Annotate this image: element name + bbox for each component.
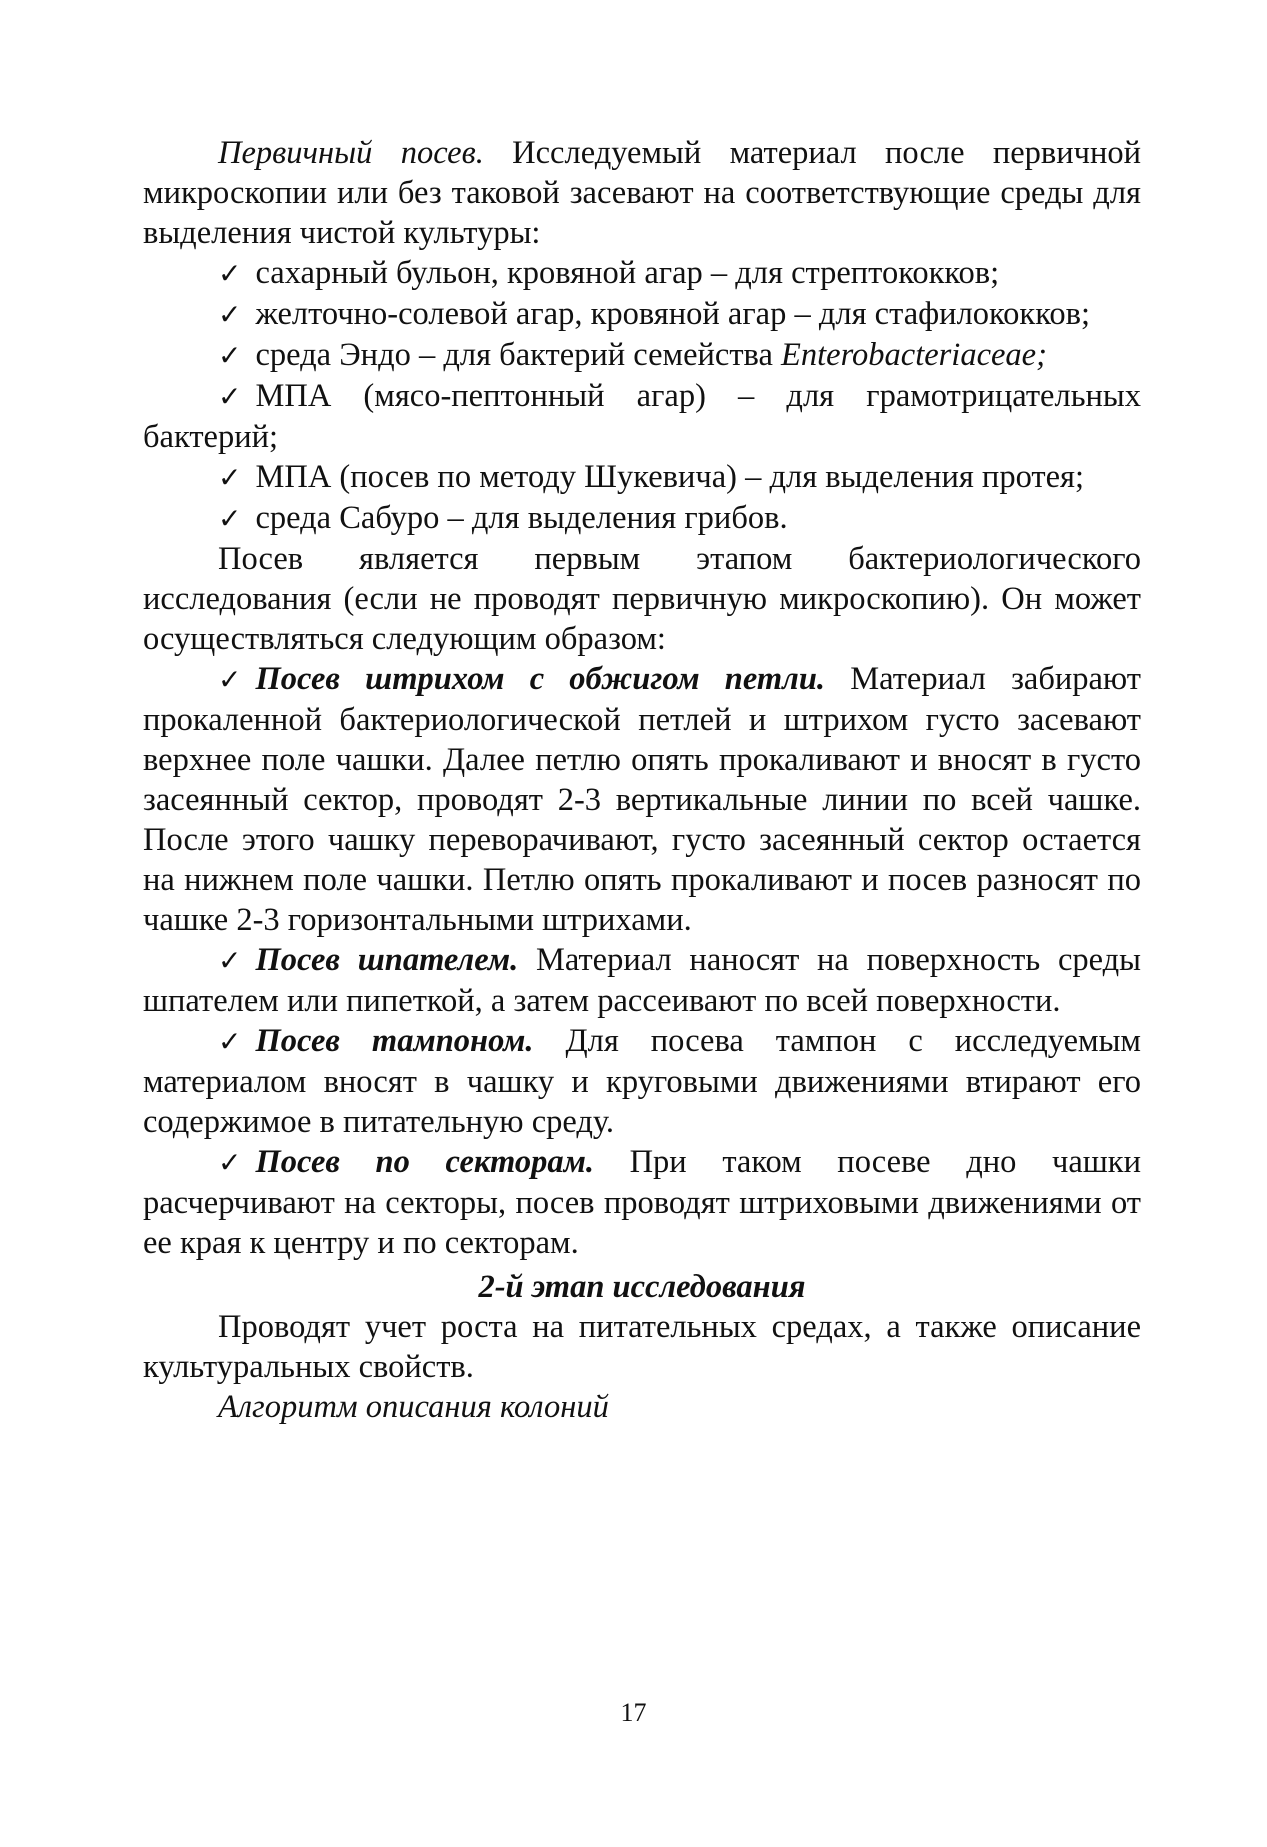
method-title: Посев тампоном.: [255, 1023, 534, 1059]
check-icon: ✓: [218, 663, 242, 696]
page-number: 17: [620, 1698, 647, 1727]
check-icon: ✓: [218, 339, 242, 372]
stage2-paragraph: Проводят учет роста на питательных средах, а также описание культуральных свойств.: [143, 1309, 1141, 1385]
check-icon: ✓: [218, 1025, 242, 1058]
check-icon: ✓: [218, 380, 242, 413]
method-title: Посев шпателем.: [255, 942, 519, 978]
method-item: [143, 1021, 1141, 1142]
list-item-text: МПА (посев по методу Шукевича) – для выделения протея;: [255, 459, 1084, 495]
method-text: Материал наносят на поверхность среды шпателем или пипеткой, а затем рассеивают по всей поверхности.: [143, 942, 1141, 1019]
method-item: [143, 940, 1141, 1021]
list-item: [143, 335, 1141, 376]
check-icon: ✓: [218, 502, 242, 535]
list-item: [143, 253, 1141, 294]
method-text: Материал забирают прокаленной бактериологической петлей и штрихом густо засевают верхнее поле чашки. Далее петлю опять прокаливают и вносят в густо засеянный сектор, проводят 2-3 вертикальные линии по всей чашке. После этого чашку переворачивают, густо засеянный сектор остается на нижнем поле чашки. Петлю опять прокаливают и посев разносят по чашке 2-3 горизонтальными штрихами.: [143, 661, 1141, 938]
method-text: При таком посеве дно чашки расчерчивают на секторы, посев проводят штриховыми движениями от ее края к центру и по секторам.: [143, 1144, 1141, 1261]
intro-text: Исследуемый материал после первичной микроскопии или без таковой засевают на соответствующие среды для выделения чистой культуры:: [143, 135, 1142, 251]
seeding-intro-paragraph: Посев является первым этапом бактериологического исследования (если не проводят первичную микроскопию). Он может осуществляться следующим образом:: [143, 541, 1141, 657]
list-item: [143, 498, 1141, 539]
check-icon: ✓: [218, 461, 242, 494]
method-title: Посев по секторам.: [255, 1144, 594, 1180]
list-item-text: среда Эндо – для бактерий семейства: [255, 337, 782, 373]
check-icon: ✓: [218, 298, 242, 331]
list-item-text: среда Сабуро – для выделения грибов.: [255, 500, 788, 536]
list-item-text: МПА (мясо-пептонный агар) – для грамотрицательных бактерий;: [143, 378, 1141, 455]
method-item: [143, 1142, 1141, 1263]
check-icon: ✓: [218, 257, 242, 290]
latin-family-name: Enterobacteriaceae;: [781, 337, 1047, 373]
check-icon: ✓: [218, 944, 242, 977]
method-item: [143, 659, 1141, 940]
section-heading: 2-й этап исследования: [478, 1269, 806, 1305]
intro-label: Первичный посев.: [218, 135, 484, 171]
list-item: [143, 376, 1141, 457]
list-item-text: желточно-солевой агар, кровяной агар – для стафилококков;: [255, 296, 1090, 332]
list-item-text: сахарный бульон, кровяной агар – для стрептококков;: [255, 255, 1000, 291]
method-text: Для посева тампон с исследуемым материалом вносят в чашку и круговыми движениями втирают его содержимое в питательную среду.: [143, 1023, 1141, 1140]
method-title: Посев штрихом с обжигом петли.: [255, 661, 826, 697]
check-icon: ✓: [218, 1146, 242, 1179]
list-item: [143, 294, 1141, 335]
list-item: [143, 457, 1141, 498]
algorithm-subheading: Алгоритм описания колоний: [218, 1389, 609, 1425]
intro-paragraph: [143, 133, 1141, 253]
document-page: [143, 133, 1141, 1427]
